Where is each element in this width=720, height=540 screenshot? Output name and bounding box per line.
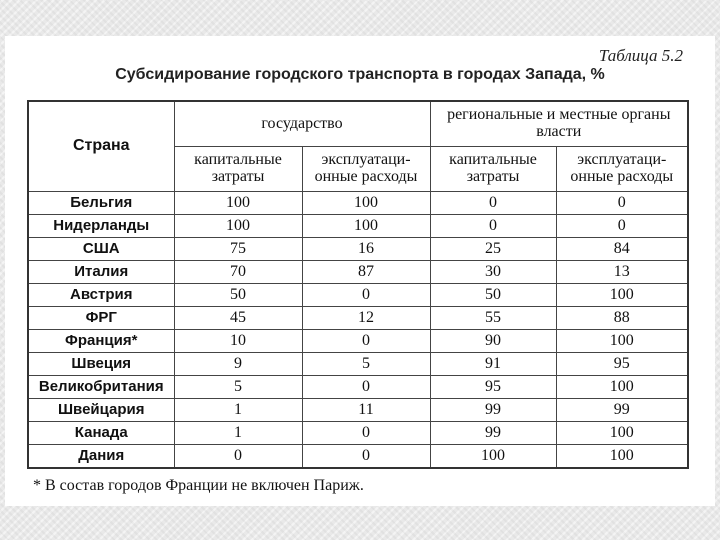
- state-operating-header: эксплуатаци- онные расходы: [302, 147, 430, 192]
- regional-operating-header: эксплуатаци- онные расходы: [556, 147, 688, 192]
- value-cell: 30: [430, 261, 556, 284]
- table-label: Таблица 5.2: [598, 46, 683, 65]
- value-cell: 0: [556, 215, 688, 238]
- country-cell: Бельгия: [28, 192, 174, 215]
- table-row: [28, 330, 688, 353]
- regional-capital-header: капитальные затраты: [430, 147, 556, 192]
- value-cell: 13: [556, 261, 688, 284]
- value-cell: 55: [430, 307, 556, 330]
- country-cell: Канада: [28, 422, 174, 445]
- value-cell: 0: [302, 330, 430, 353]
- state-group-header: государство: [174, 101, 430, 147]
- value-cell: 100: [556, 376, 688, 399]
- table-row: [28, 376, 688, 399]
- value-cell: 99: [430, 399, 556, 422]
- value-cell: 0: [174, 445, 302, 469]
- value-cell: 84: [556, 238, 688, 261]
- value-cell: 100: [430, 445, 556, 469]
- value-cell: 1: [174, 422, 302, 445]
- value-cell: 88: [556, 307, 688, 330]
- value-cell: 50: [174, 284, 302, 307]
- value-cell: 0: [302, 376, 430, 399]
- page-title: Субсидирование городского транспорта в городах Запада, %: [115, 66, 605, 83]
- value-cell: 87: [302, 261, 430, 284]
- country-cell: Австрия: [28, 284, 174, 307]
- value-cell: 100: [556, 445, 688, 469]
- subsidy-table: [27, 100, 689, 469]
- country-cell: США: [28, 238, 174, 261]
- value-cell: 75: [174, 238, 302, 261]
- value-cell: 11: [302, 399, 430, 422]
- value-cell: 100: [174, 215, 302, 238]
- country-cell: Дания: [28, 445, 174, 469]
- country-cell: Великобритания: [28, 376, 174, 399]
- value-cell: 0: [302, 422, 430, 445]
- table-row: [28, 215, 688, 238]
- value-cell: 25: [430, 238, 556, 261]
- value-cell: 10: [174, 330, 302, 353]
- value-cell: 90: [430, 330, 556, 353]
- value-cell: 5: [302, 353, 430, 376]
- table-row: [28, 238, 688, 261]
- value-cell: 0: [430, 192, 556, 215]
- table-row: [28, 192, 688, 215]
- value-cell: 100: [556, 284, 688, 307]
- value-cell: 5: [174, 376, 302, 399]
- value-cell: 99: [556, 399, 688, 422]
- value-cell: 95: [430, 376, 556, 399]
- value-cell: 91: [430, 353, 556, 376]
- regional-group-header: региональные и местные органы власти: [430, 101, 688, 147]
- value-cell: 100: [556, 422, 688, 445]
- state-capital-header: капитальные затраты: [174, 147, 302, 192]
- value-cell: 9: [174, 353, 302, 376]
- value-cell: 1: [174, 399, 302, 422]
- value-cell: 0: [302, 284, 430, 307]
- value-cell: 100: [302, 215, 430, 238]
- value-cell: 12: [302, 307, 430, 330]
- table-row: [28, 307, 688, 330]
- value-cell: 70: [174, 261, 302, 284]
- country-column-header: Страна: [28, 101, 174, 192]
- table-row: [28, 445, 688, 469]
- value-cell: 0: [430, 215, 556, 238]
- country-cell: Нидерланды: [28, 215, 174, 238]
- value-cell: 100: [174, 192, 302, 215]
- table-row: [28, 353, 688, 376]
- country-cell: Италия: [28, 261, 174, 284]
- table-row: [28, 422, 688, 445]
- value-cell: 100: [556, 330, 688, 353]
- value-cell: 50: [430, 284, 556, 307]
- value-cell: 0: [556, 192, 688, 215]
- value-cell: 99: [430, 422, 556, 445]
- country-cell: Швеция: [28, 353, 174, 376]
- value-cell: 0: [302, 445, 430, 469]
- table-row: [28, 284, 688, 307]
- value-cell: 95: [556, 353, 688, 376]
- table-row: [28, 261, 688, 284]
- footnote: * В состав городов Франции не включен Париж.: [33, 477, 364, 494]
- value-cell: 16: [302, 238, 430, 261]
- country-cell: Франция*: [28, 330, 174, 353]
- country-cell: Швейцария: [28, 399, 174, 422]
- document-page: [5, 36, 715, 506]
- country-cell: ФРГ: [28, 307, 174, 330]
- value-cell: 45: [174, 307, 302, 330]
- table-body: [28, 192, 688, 469]
- table-row: [28, 399, 688, 422]
- value-cell: 100: [302, 192, 430, 215]
